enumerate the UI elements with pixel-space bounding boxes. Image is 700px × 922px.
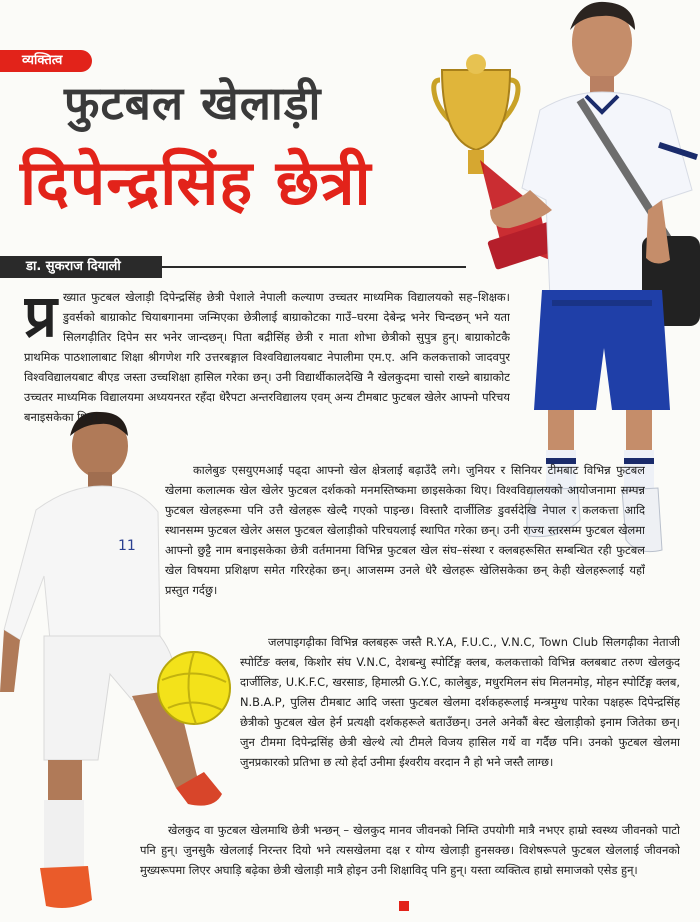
jersey-number-icon: 11	[118, 538, 136, 554]
end-of-article-mark	[399, 901, 409, 911]
dropcap: प्र	[24, 287, 58, 350]
football-icon	[158, 652, 230, 724]
article-paragraph-4: खेलकुद वा फुटबल खेलमाथि छेत्री भन्छन् – खेलकुद मानव जीवनको निम्ति उपयोगी मात्रै नभएर हाम्रो स्वस्थ्य जीवनको पाटो पनि हुन्। जुनसुकै खेललाई निरन्तर दियो भने त्यसखेलमा दक्ष र योग्य खेलाड़ी हुनसक्छ। विशेषरूपले फुटबल खेललाई जीवनको मुख्यरूपमा लिएर अघाड़ि बढ़ेका छेत्री खेलाड़ी मात्रै होइन उनी शिक्षाविद् पनि हुन्। यस्ता व्यक्तित्व हाम्रो समाजको एसेड हुन्।	[140, 823, 680, 877]
headline: दिपेन्द्रसिंह छेत्री	[20, 146, 372, 219]
kicker-title: फुटबल खेलाड़ी	[64, 76, 322, 130]
article-paragraph-1	[24, 287, 510, 457]
section-tag: व्यक्तित्व	[0, 50, 92, 72]
byline: डा. सुकराज दियाली	[0, 256, 162, 278]
article-paragraph-2: कालेबुङ एसयुएमआई पढ्दा आफ्नो खेल क्षेत्रलाई बढ़ाउँदै लगे। जुनियर र सिनियर टीमबाट विभिन्न फुटबल खेलमा कलात्मक खेल खेलेर फुटबल दर्शकको मनमस्तिष्कमा छाइसकेका थिए। विश्वविद्यालयको आयोजनामा सम्पन्न फुटबल खेलहरूमा पनि उत्तै खेलहरू खेल्दै गएको पाइन्छ। विस्तारै दार्जीलिङ डुवर्सदेखि नेपाल र कलकत्ता आदि स्थानसम्म फुटबल खेलेर असल फुटबल खेलाड़ीको परिचयलाई स्थापित गरेका छन्। उनी राज्य स्तरसम्म फुटबल खेलमा आफ्नो छुट्टै नाम बनाइसकेका छेत्री वर्तमानमा विभिन्न फुटबल खेल संघ–संस्था र क्लबहरूसित सम्बन्धित रही फुटबल खेल विषयमा प्रशिक्षण समेत गरिरहेका छन्। आजसम्म उनले धेरै खेलहरू खेलिसकेका छन् केही खेलहरूलाई यहाँ प्रस्तुत गर्दछु।	[165, 463, 645, 597]
article-paragraph-3: जलपाइगढ़ीका विभिन्न क्लबहरू जस्तै R.Y.A, F.U.C., V.N.C, Town Club सिलगढ़ीका नेताजी स्पोर्टिङ क्लब, किशोर संघ V.N.C, देशबन्धु स्पोर्टिङ्ग क्लब, कलकत्ताको विभिन्न क्लबबाट तरुण खेलकुद दार्जीलिङ, U.K.F.C, खरसाङ, हिमाल्प्री G.Y.C, कालेबुङ, मधुरमिलन संघ मिलनमोड़, मोहन स्पोर्टिङ्ग क्लब, N.B.A.P, पुलिस टीमबाट आदि जस्ता फुटबल खेलमा दर्शकहरूलाई मन्त्रमुग्ध पारेका पक्षहरू दिपेन्द्रसिंह छेत्रीको फुटबल खेल हेर्न प्रत्यक्षी दर्शकहरूले बताउँछन्। उनले अनेकौं बेस्ट खेलाड़ीको इनाम जितेका छन्। जुन टीममा दिपेन्द्रसिंह छेत्री खेल्थे त्यो टीमले विजय हासिल गर्थे वा गर्दैछ पनि। उनको फुटबल खेलमा जुनप्रकारको प्रतिभा छ त्यो हेर्दा उनीमा ईश्वरीय वरदान नै हो भने जस्तै लाग्छ।	[240, 635, 680, 769]
paragraph-1-text: ख्यात फुटबल खेलाड़ी दिपेन्द्रसिंह छेत्री पेशाले नेपाली कल्याण उच्चतर माध्यमिक विद्यालयको सह–शिक्षक। डुवर्सको बाग्राकोट चियाबगानमा जन्मिएका छेत्रीलाई बाग्राकोटका गाउँ–घरमा देबेन्द्र भनेर चिन्दछन् भने यता सिलगढ़ीतिर दिपेन सर भनेर जान्दछन्। पिता बद्रीसिंह छेत्री र माता शोभा छेत्रीको सुपुत्र हुन्। बाग्राकोटकै प्राथमिक पाठशालाबाट शिक्षा श्रीगणेश गरि उत्तरबङ्गाल विश्वविद्यालयबाट नेपालीमा एम.ए. अनि कलकत्ताको जादवपुर विश्वविद्यालयबाट बीएड जस्ता उच्चशिक्षा हासिल गरेका छन्। उनी विद्यार्थीकालदेखि नै खेलकुदमा चासो राख्ने बाग्राकोट उच्चतर माध्यमिक विद्यालयमा अध्ययनरत रहँदा धेरैपटा अन्तरविद्यालय एवम् अन्य टीमबाट फुटबल खेलेर आफ्नो परिचय बनाइसकेका थिए।	[24, 290, 510, 424]
byline-rule	[162, 266, 466, 268]
